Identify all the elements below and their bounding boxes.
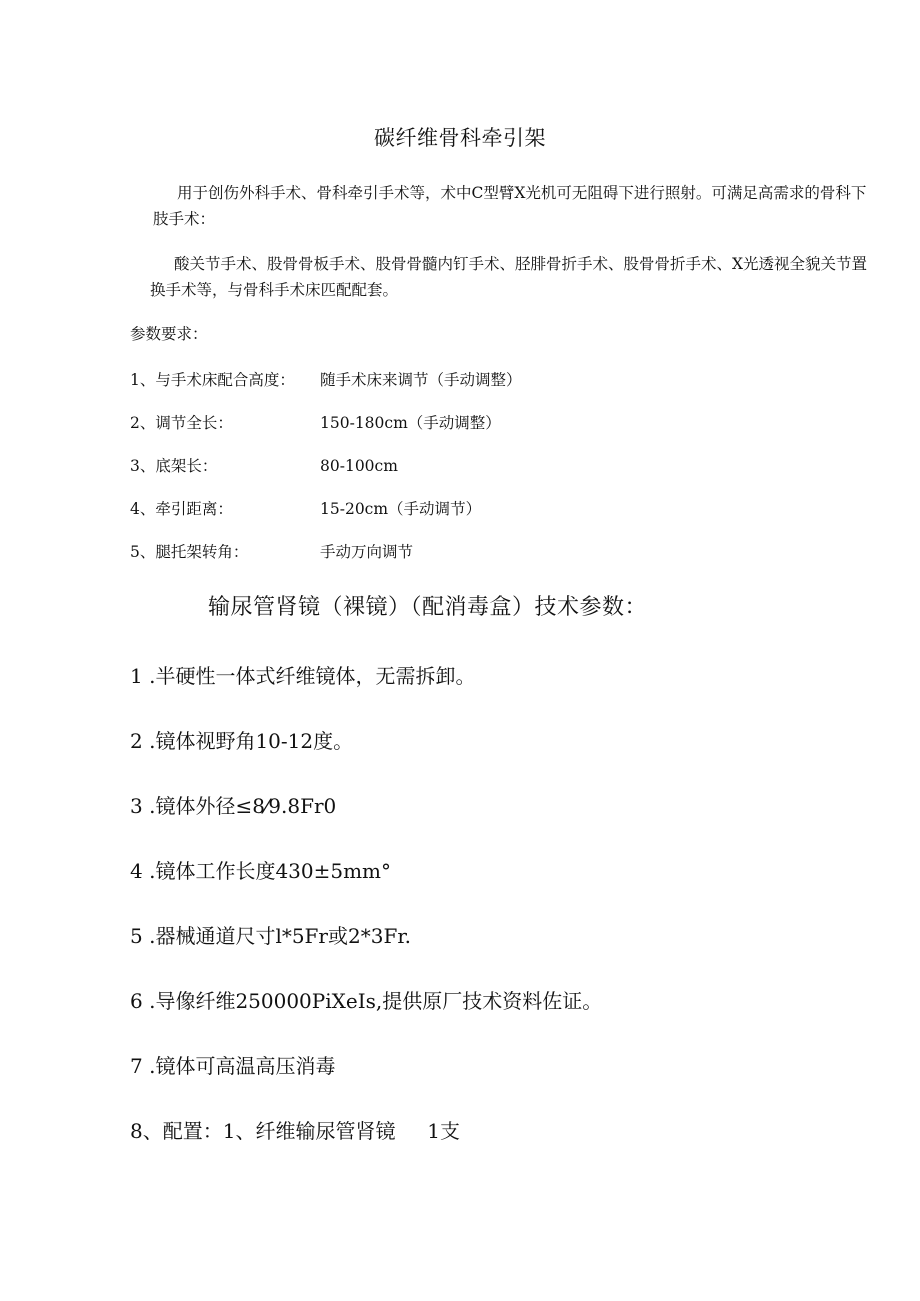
spec-item: 4 .镜体工作长度430±5mm° bbox=[130, 859, 392, 883]
param-key: 3、底架长： bbox=[130, 457, 218, 475]
param-value: 80-100cm bbox=[320, 457, 398, 475]
param-row bbox=[130, 411, 501, 433]
spec-item: 6 .导像纤维250000PiXeIs,提供原厂技术资料佐证。 bbox=[130, 989, 603, 1013]
param-value: 15-20cm（手动调节） bbox=[320, 500, 482, 518]
procedures-text: 酸关节手术、股骨骨板手术、股骨骨髓内钉手术、胫腓骨折手术、股骨骨折手术、X光透视全貌关节置换手术等，与骨科手术床匹配配套。 bbox=[150, 255, 868, 299]
param-key: 4、牵引距离： bbox=[130, 500, 233, 518]
param-row bbox=[130, 454, 398, 476]
param-row bbox=[130, 540, 413, 562]
section2-title: 输尿管肾镜（裸镜）（配消毒盒）技术参数： bbox=[208, 595, 648, 620]
spec-item: 8、配置：1、纤维输尿管肾镜 1支 bbox=[130, 1119, 460, 1143]
param-key: 5、腿托架转角： bbox=[130, 543, 249, 561]
params-heading: 参数要求： bbox=[130, 325, 208, 343]
param-key: 1、与手术床配合高度： bbox=[130, 371, 295, 389]
spec-item: 7 .镜体可高温高压消毒 bbox=[130, 1054, 336, 1078]
section1-title: 碳纤维骨科牵引架 bbox=[374, 126, 546, 150]
param-value: 150-180cm（手动调整） bbox=[320, 414, 501, 432]
param-value: 手动万向调节 bbox=[320, 543, 414, 561]
intro-text: 用于创伤外科手术、骨科牵引手术等，术中C型臂X光机可无阻碍下进行照射。可满足高需求的骨科下肢手术： bbox=[153, 184, 867, 228]
spec-item: 1 .半硬性一体式纤维镜体，无需拆卸。 bbox=[130, 664, 476, 688]
intro-paragraph bbox=[153, 180, 873, 232]
param-key: 2、调节全长： bbox=[130, 414, 233, 432]
spec-item: 2 .镜体视野角10-12度。 bbox=[130, 729, 354, 753]
spec-item: 3 .镜体外径≤8⁄9.8Fr0 bbox=[130, 794, 337, 818]
param-row bbox=[130, 368, 522, 390]
spec-item: 5 .器械通道尺寸l*5Fr或2*3Fr. bbox=[130, 924, 412, 948]
param-value: 随手术床来调节（手动调整） bbox=[320, 371, 522, 389]
procedures-paragraph bbox=[150, 251, 870, 303]
param-row bbox=[130, 497, 481, 519]
